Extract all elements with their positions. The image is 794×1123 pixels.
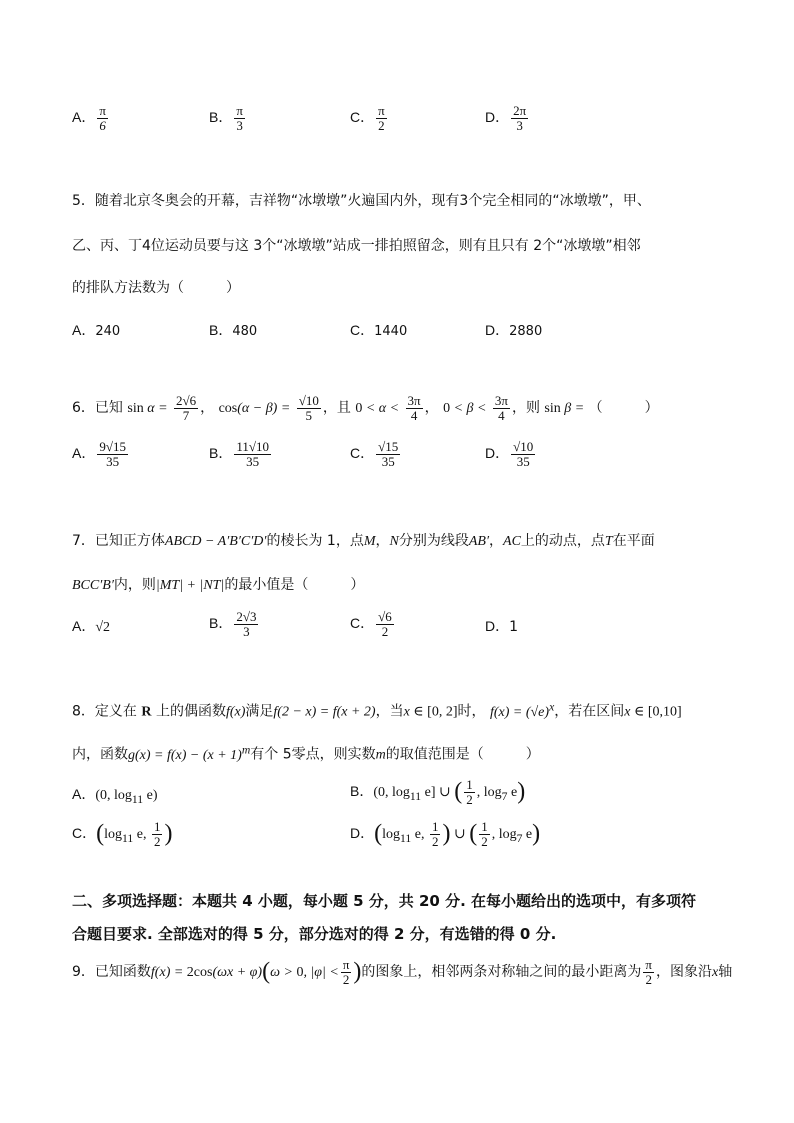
q5-option-c: C．1440: [350, 322, 408, 339]
q6-option-a: A． $\frac{9√15}{35}$: [72, 439, 126, 469]
q6-option-c: C． $\frac{√15}{35}$: [350, 439, 399, 469]
q5-option-b: B．480: [209, 322, 258, 339]
q9-stem: 9．已知函数f(x) = 2cos(ωx + φ)(ω > 0, |φ| < $\frac{\pi}{2}$ )的图象上，相邻两条对称轴之间的最小距离为 $\frac{\pi}{2}$ ，图象沿x轴: [72, 957, 733, 987]
section-2-heading-line-2: 合题目要求. 全部选对的得 5 分，部分选对的得 2 分，有选错的得 0 分.: [72, 925, 557, 943]
q7-option-c: C． $\frac{√6}{2}$: [350, 609, 392, 639]
q7-option-a: A．√2: [72, 618, 111, 635]
q8-option-b: B．(0, $\log_{11} e$] ∪ ( $\frac{1}{2}$ , $\log_7 e$): [350, 777, 526, 807]
q7-option-b: B． $\frac{2√3}{3}$: [209, 609, 257, 639]
q4-option-a: A． $\frac{\pi}{6}$: [72, 103, 106, 133]
q8-option-a: A．(0, $\log_{11} e$): [72, 786, 158, 806]
q4-option-d: D． $\frac{2\pi}{3}$: [485, 103, 527, 133]
section-2-heading-line-1: 二、多项选择题：本题共 4 小题，每小题 5 分，共 20 分. 在每小题给出的选项中，有多项符: [72, 892, 697, 910]
q6-option-b: B． $\frac{11√10}{35}$: [209, 439, 269, 469]
q5-option-a: A．240: [72, 322, 121, 339]
q6-option-d: D． $\frac{√10}{35}$: [485, 439, 534, 469]
q5-line-3: 的排队方法数为（ ）: [72, 280, 240, 296]
q4-option-c: C． $\frac{\pi}{2}$: [350, 103, 385, 133]
q5-line-2: 乙、丙、丁4位运动员要与这 3个“冰墩墩”站成一排拍照留念，则有且只有 2个“冰墩墩”相邻: [72, 238, 641, 254]
q7-line-2: BCC′B′内，则|MT| + |NT|的最小值是（ ）: [72, 577, 365, 593]
q4-option-b: B． $\frac{\pi}{3}$: [209, 103, 243, 133]
q8-option-c: C．($\log_{11}$ e, $\frac{1}{2}$ ): [72, 819, 173, 849]
q7-option-d: D．1: [485, 618, 519, 635]
q8-line-2: 内，函数$g(x) = f(x) - (x + 1)^m$有个 5零点，则实数m的取值范围是（ ）: [72, 743, 540, 763]
q6-stem: 6．已知 sin α = $\frac{2√6}{7}$ ， cos(α − β) = $\frac{√10}{5}$ ，且 0 < α < $\frac{3\pi}{4}$ ， 0 < β < $\frac{3\pi}{4}$ ，则 sin β = （ ）: [72, 393, 659, 423]
q7-line-1: 7．已知正方体ABCD − A′B′C′D′的棱长为 1，点M，N分别为线段AB′，AC上的动点，点T在平面: [72, 533, 655, 549]
q5-line-1: 5．随着北京冬奥会的开幕，吉祥物“冰墩墩”火遍国内外，现有3个完全相同的“冰墩墩”，甲、: [72, 193, 651, 209]
q5-option-d: D．2880: [485, 322, 543, 339]
q8-line-1: 8．定义在 R 上的偶函数f(x)满足f(2 − x) = f(x + 2)，当x ∈ [0, 2]时， $f(x) = (√e)^x$，若在区间x ∈ [0,10]: [72, 700, 682, 720]
q8-option-d: D．($\log_{11}$ e, $\frac{1}{2}$ ) ∪ ( $\frac{1}{2}$ , $\log_7 e$): [350, 819, 541, 849]
